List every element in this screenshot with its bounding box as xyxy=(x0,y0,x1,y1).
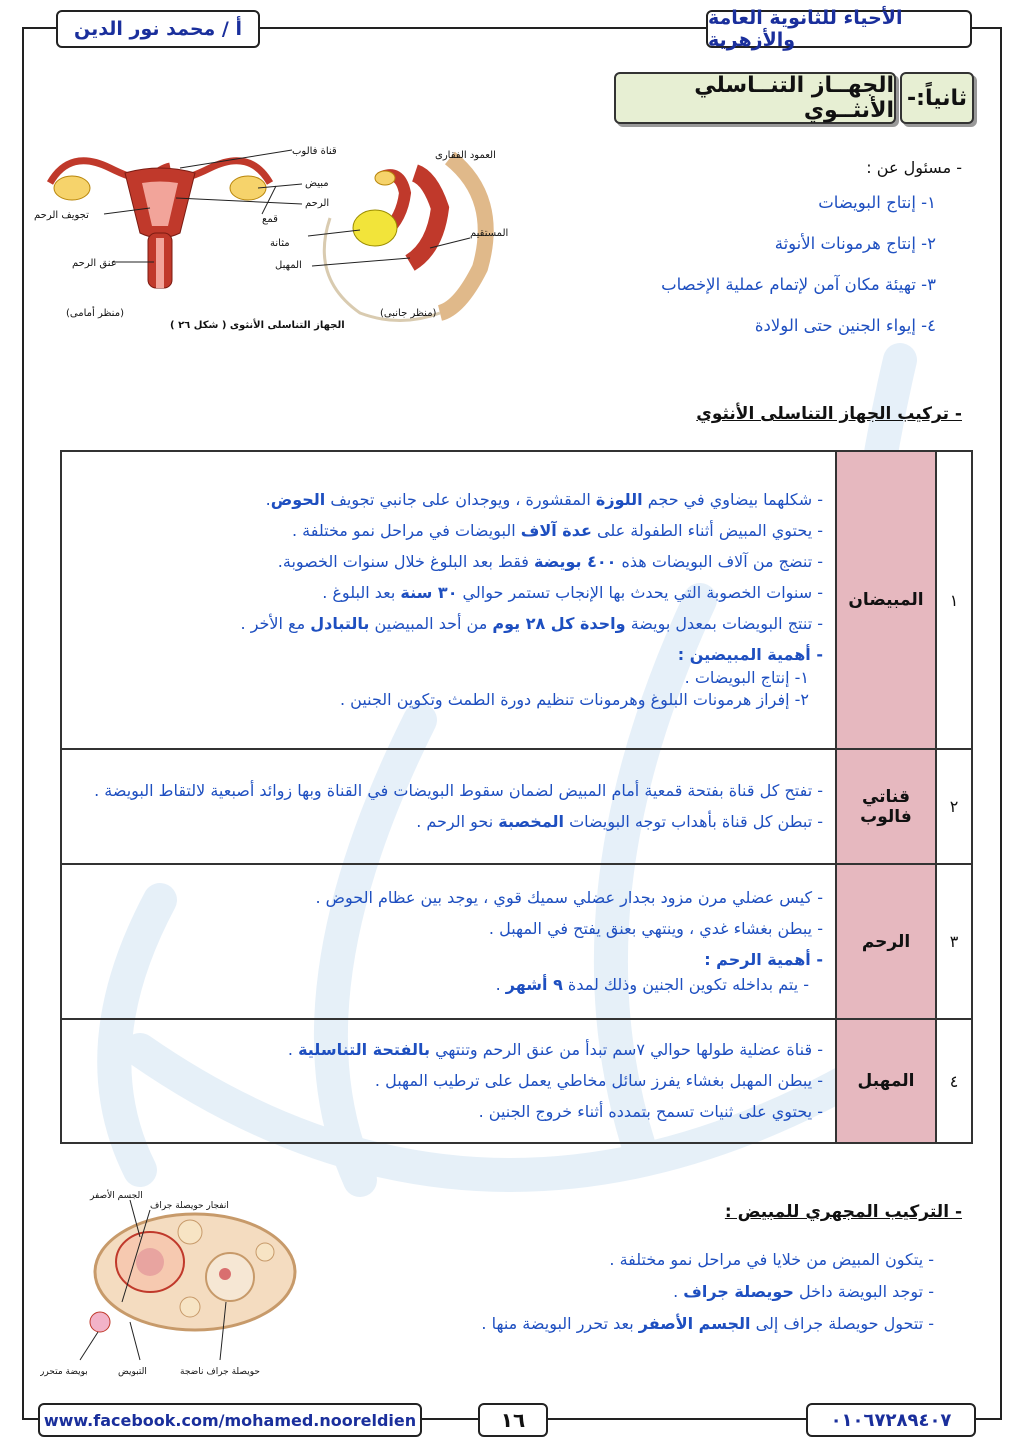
organ-name: المبيضان xyxy=(836,451,936,749)
structure-heading: - تركيب الجهاز التناسلى الأنثوي xyxy=(696,404,962,424)
list-item: - تفتح كل قناة بفتحة قمعية أمام المبيض لضمان سقوط البويضات في القناة وبها زوائد أصبعية لالتقاط البويضة . xyxy=(94,781,823,800)
label-mature-follicle: حويصلة جراف ناضجة xyxy=(180,1367,260,1377)
row-number: ٤ xyxy=(936,1019,972,1143)
structure-table xyxy=(60,450,973,1144)
list-item: - يبطن بغشاء غدي ، وينتهي بعنق يفتح في المهبل . xyxy=(488,918,823,938)
table-row xyxy=(61,864,972,1019)
list-item: ٤- إيواء الجنين حتى الولادة xyxy=(754,316,936,335)
section-title-main: الجهــاز التنــاسلي الأنثــوي xyxy=(614,72,896,124)
responsibilities-lead: - مسئول عن : xyxy=(866,158,962,177)
footer-page-number xyxy=(478,1403,548,1437)
ovary-drawing xyxy=(90,1214,295,1332)
list-item: - يتكون المبيض من خلايا في مراحل نمو مختلفة . xyxy=(609,1250,934,1269)
list-item: - كيس عضلي مرن مزود بجدار عضلي سميك قوي ، يوجد بين عظام الحوض . xyxy=(315,887,823,907)
list-item: ٣- تهيئة مكان آمن لإتمام عملية الإخصاب xyxy=(661,275,936,294)
label-ovary: مبيض xyxy=(305,178,329,189)
label-bladder: مثانة xyxy=(270,238,290,249)
label-vagina: المهبل xyxy=(275,260,302,271)
organ-name: قناتي فالوب xyxy=(836,749,936,864)
label-fallopian: قناة فالوب xyxy=(292,146,337,157)
footer-facebook-url[interactable] xyxy=(38,1403,422,1437)
organ-description xyxy=(61,749,836,864)
row-number: ٣ xyxy=(936,864,972,1019)
row-number: ١ xyxy=(936,451,972,749)
micro-list xyxy=(358,1250,958,1346)
header-subject-title xyxy=(706,7,972,51)
importance-heading: - أهمية المبيضين : xyxy=(677,644,823,664)
list-item: ١- إنتاج البويضات xyxy=(818,193,936,212)
row-number: ٢ xyxy=(936,749,972,864)
label-rectum: المستقيم xyxy=(470,228,509,239)
organ-description xyxy=(61,451,836,749)
label-uterus: الرحم xyxy=(305,198,330,209)
list-item: - يتم بداخله تكوين الجنين وذلك لمدة ٩ أشهر . xyxy=(495,974,809,994)
list-item: - توجد البويضة داخل حويصلة جراف . xyxy=(673,1282,934,1301)
label-released-ovum: بويضة متحرر xyxy=(40,1367,88,1377)
organ-name: المهبل xyxy=(836,1019,936,1143)
organ-description xyxy=(61,864,836,1019)
label-side-view: (منظر جانبى) xyxy=(380,308,437,319)
label-spine: العمود الفقارى xyxy=(435,150,496,161)
header-subject-text: الأحياء للثانوية العامة والأزهرية xyxy=(708,7,903,51)
list-item: ٢- إنتاج هرمونات الأنوثة xyxy=(774,234,936,253)
list-item: - قناة عضلية طولها حوالي ٧سم تبدأ من عنق الرحم وتنتهي بالفتحة التناسلية . xyxy=(287,1040,823,1059)
side-view-drawing xyxy=(324,158,485,321)
list-item: ١- إنتاج البويضات . xyxy=(684,667,809,687)
frame-right-line xyxy=(1000,27,1002,1420)
list-item: - تنضج من آلاف البويضات هذه ٤٠٠ بويضة فقط بعد البلوغ خلال سنوات الخصوبة. xyxy=(277,551,823,571)
list-item: - يحتوي المبيض أثناء الطفولة على عدة آلاف البويضات في مراحل نمو مختلفة . xyxy=(291,520,823,540)
list-item: ٢- إفراز هرمونات البلوغ وهرمونات تنظيم دورة الطمث وتكوين الجنين . xyxy=(339,689,809,709)
list-item: - يبطن المهبل بغشاء يفرز سائل مخاطي يعمل على ترطيب المهبل . xyxy=(374,1071,823,1090)
label-cervix: عنق الرحم xyxy=(72,258,117,269)
label-corpus-luteum: الجسم الأصفر xyxy=(90,1191,143,1201)
table-row xyxy=(61,1019,972,1143)
ovary-microscopic-diagram xyxy=(40,1182,300,1382)
page-number-text: ١٦ xyxy=(500,1408,526,1432)
list-item: - تبطن كل قناة بأهداب توجه البويضات المخصبة نحو الرحم . xyxy=(416,812,823,831)
list-item: - شكلهما بيضاوي في حجم اللوزة المقشورة ، ويوجدان على جانبي تجويف الحوض. xyxy=(265,489,823,509)
footer-url-text: www.facebook.com/mohamed.nooreldien xyxy=(43,1410,417,1430)
list-item: - تتحول حويصلة جراف إلى الجسم الأصفر بعد تحرر البويضة منها . xyxy=(481,1314,934,1333)
organ-name: الرحم xyxy=(836,864,936,1019)
list-item: - يحتوي على ثنيات تسمح بتمدده أثناء خروج الجنين . xyxy=(478,1102,823,1121)
label-cavity: تجويف الرحم xyxy=(34,210,89,221)
header-author-title xyxy=(56,10,260,48)
responsibilities-list xyxy=(542,158,962,357)
label-ovulation: التبويض xyxy=(118,1367,147,1377)
section-title xyxy=(614,72,974,124)
footer-phone xyxy=(806,1403,976,1437)
importance-heading: - أهمية الرحم : xyxy=(704,949,823,969)
phone-text: ٠١٠٦٧٢٨٩٤٠٧ xyxy=(830,1409,952,1431)
label-follicle-rupture: انفجار حويصلة جراف xyxy=(150,1201,229,1211)
list-item: - تنتج البويضات بمعدل بويضة واحدة كل ٢٨ يوم من أحد المبيضين بالتبادل مع الأخر . xyxy=(240,613,823,633)
label-front-view: (منظر أمامى) xyxy=(66,308,124,319)
organ-description xyxy=(61,1019,836,1143)
female-reproductive-diagram xyxy=(30,138,520,338)
frame-left-line xyxy=(22,27,24,1420)
header-author-text: أ / محمد نور الدين xyxy=(74,18,242,40)
list-item: - سنوات الخصوبة التي يحدث بها الإنجاب تستمر حوالي ٣٠ سنة بعد البلوغ . xyxy=(322,582,823,602)
table-row xyxy=(61,451,972,749)
figure1-caption: ( شكل ٢٦ ) الجهاز التناسلى الأنثوى xyxy=(170,320,345,331)
label-funnel: قمع xyxy=(262,214,278,225)
section-title-prefix: ثانياً:- xyxy=(900,72,974,124)
micro-heading: - التركيب المجهري للمبيض : xyxy=(724,1202,962,1222)
table-row xyxy=(61,749,972,864)
